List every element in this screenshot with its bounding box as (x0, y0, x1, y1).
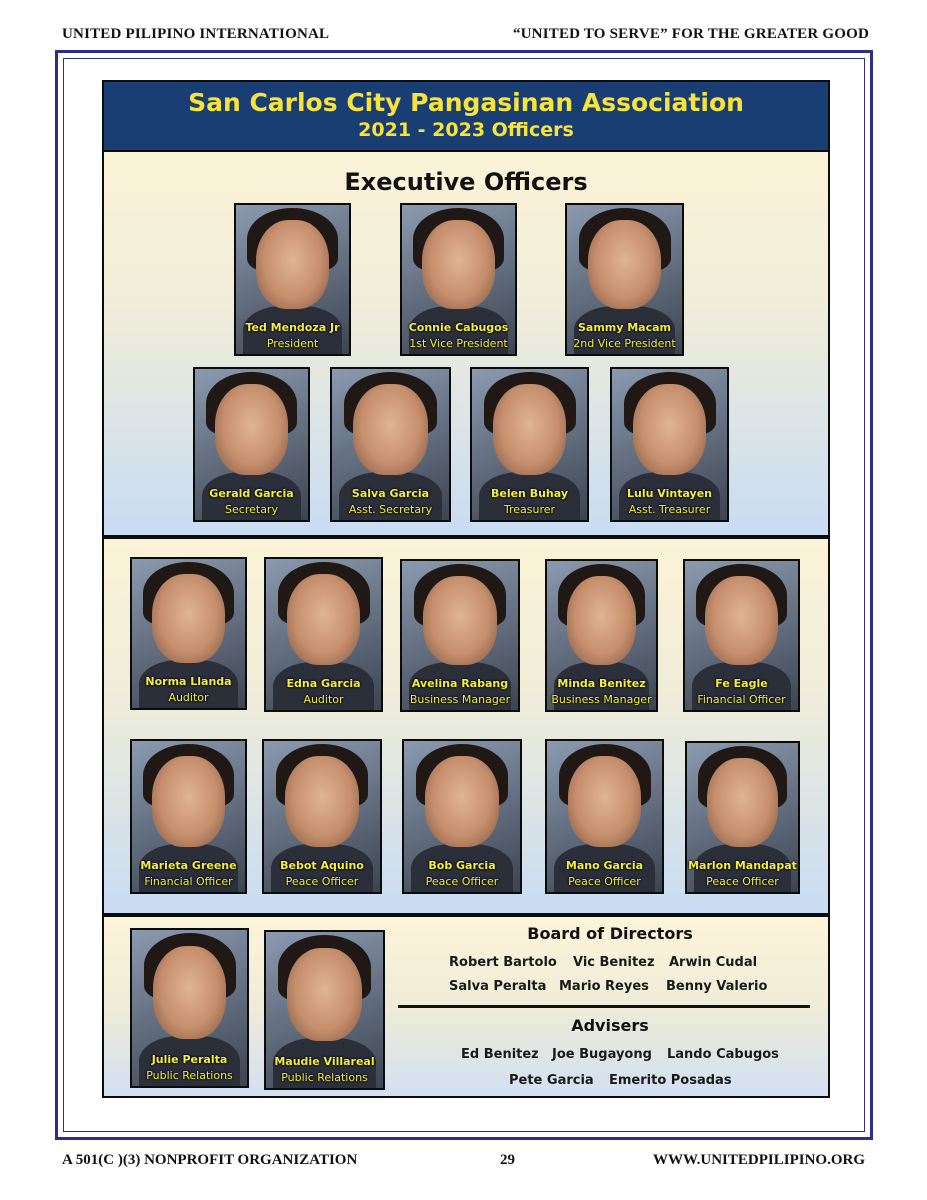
section-divider (398, 1005, 810, 1008)
officer-photo (568, 756, 642, 847)
officer-name: Norma Llanda (145, 675, 232, 688)
officer-card (262, 739, 382, 894)
officer-card (130, 739, 247, 894)
officer-card (683, 559, 800, 712)
officer-photo (422, 220, 494, 309)
officer-card (610, 367, 729, 522)
board-member: Benny Valerio (666, 979, 768, 994)
officer-role: Public Relations (146, 1069, 233, 1082)
officer-name: Edna Garcia (286, 677, 361, 690)
officer-role: Treasurer (503, 503, 556, 516)
adviser-name: Pete Garcia (509, 1073, 594, 1088)
officer-card (264, 557, 383, 712)
officer-role: Business Manager (551, 693, 652, 706)
officer-name: Sammy Macam (577, 321, 672, 334)
officer-photo (705, 576, 777, 665)
board-heading: Board of Directors (527, 924, 693, 943)
officer-role: Financial Officer (144, 875, 233, 888)
officer-name: Julie Peralta (151, 1053, 228, 1066)
officer-photo (567, 576, 637, 665)
header-slogan: “UNITED TO SERVE” FOR THE GREATER GOOD (512, 26, 869, 42)
board-member: Robert Bartolo (449, 955, 557, 970)
board-member: Salva Peralta (449, 979, 547, 994)
officer-name: Gerald Garcia (209, 487, 294, 500)
officer-name: Minda Benitez (557, 677, 646, 690)
officer-role: 2nd Vice President (573, 337, 676, 350)
officer-role: Auditor (303, 693, 344, 706)
officer-name: Marieta Greene (140, 859, 237, 872)
title-banner (102, 80, 830, 152)
officer-card (470, 367, 589, 522)
officer-name: Marlon Mandapat (688, 859, 797, 872)
advisers-heading: Advisers (571, 1016, 649, 1035)
officer-role: Peace Officer (285, 875, 359, 888)
officer-name: Lulu Vintayen (627, 487, 712, 500)
officer-role: President (266, 337, 319, 350)
officer-role: Auditor (168, 691, 209, 704)
footer-nonprofit: A 501(C )(3) NONPROFIT ORGANIZATION (62, 1152, 358, 1168)
board-member: Vic Benitez (573, 955, 655, 970)
adviser-name: Emerito Posadas (609, 1073, 732, 1088)
officer-photo (256, 220, 328, 309)
officer-name: Avelina Rabang (411, 677, 509, 690)
board-member: Arwin Cudal (669, 955, 758, 970)
board-member: Mario Reyes (559, 979, 649, 994)
officer-name: Belen Buhay (490, 487, 569, 500)
officer-card (234, 203, 351, 356)
officer-card (400, 203, 517, 356)
officer-card (545, 559, 658, 712)
officer-name: Bebot Aquino (280, 859, 364, 872)
officer-card (130, 557, 247, 710)
adviser-name: Lando Cabugos (667, 1047, 779, 1062)
officers-term: 2021 - 2023 Officers (358, 119, 574, 141)
officer-photo (152, 756, 224, 847)
page-number: 29 (500, 1152, 515, 1168)
officer-photo (153, 946, 227, 1040)
header-org-name: UNITED PILIPINO INTERNATIONAL (62, 26, 330, 42)
officer-role: 1st Vice President (409, 337, 508, 350)
officer-card (130, 928, 249, 1088)
officer-card (685, 741, 800, 894)
officer-role: Public Relations (281, 1071, 368, 1084)
officer-photo (633, 384, 707, 475)
adviser-name: Joe Bugayong (552, 1047, 652, 1062)
officer-photo (588, 220, 662, 309)
association-title: San Carlos City Pangasinan Association (188, 88, 744, 117)
officer-role: Peace Officer (706, 875, 779, 888)
officer-role: Secretary (225, 503, 278, 516)
officer-card (565, 203, 684, 356)
officer-photo (353, 384, 428, 475)
officer-role: Peace Officer (425, 875, 499, 888)
officer-name: Fe Eagle (715, 677, 768, 690)
officer-name: Salva Garcia (351, 487, 430, 500)
officer-photo (152, 574, 224, 663)
officer-name: Maudie Villareal (274, 1055, 375, 1068)
adviser-name: Ed Benitez (461, 1047, 539, 1062)
officer-photo (425, 756, 499, 847)
officer-role: Asst. Secretary (348, 503, 433, 516)
officer-card (264, 930, 385, 1090)
officer-role: Financial Officer (697, 693, 786, 706)
officer-role: Business Manager (409, 693, 511, 706)
officer-role: Asst. Treasurer (628, 503, 711, 516)
officer-photo (493, 384, 567, 475)
officer-name: Bob Garcia (428, 859, 496, 872)
executive-heading: Executive Officers (344, 168, 588, 196)
officer-card (330, 367, 451, 522)
officer-photo (287, 948, 362, 1042)
officer-name: Ted Mendoza Jr (245, 321, 340, 334)
officer-photo (423, 576, 497, 665)
officer-photo (287, 574, 361, 665)
officer-card (545, 739, 664, 894)
officer-photo (707, 758, 778, 847)
officer-card (193, 367, 310, 522)
officer-role: Peace Officer (568, 875, 641, 888)
officer-name: Connie Cabugos (408, 321, 509, 334)
officer-card (400, 559, 520, 712)
officer-card (402, 739, 522, 894)
officer-photo (215, 384, 287, 475)
officer-photo (285, 756, 359, 847)
officer-name: Mano Garcia (565, 859, 644, 872)
footer-website: WWW.UNITEDPILIPINO.ORG (653, 1152, 865, 1168)
